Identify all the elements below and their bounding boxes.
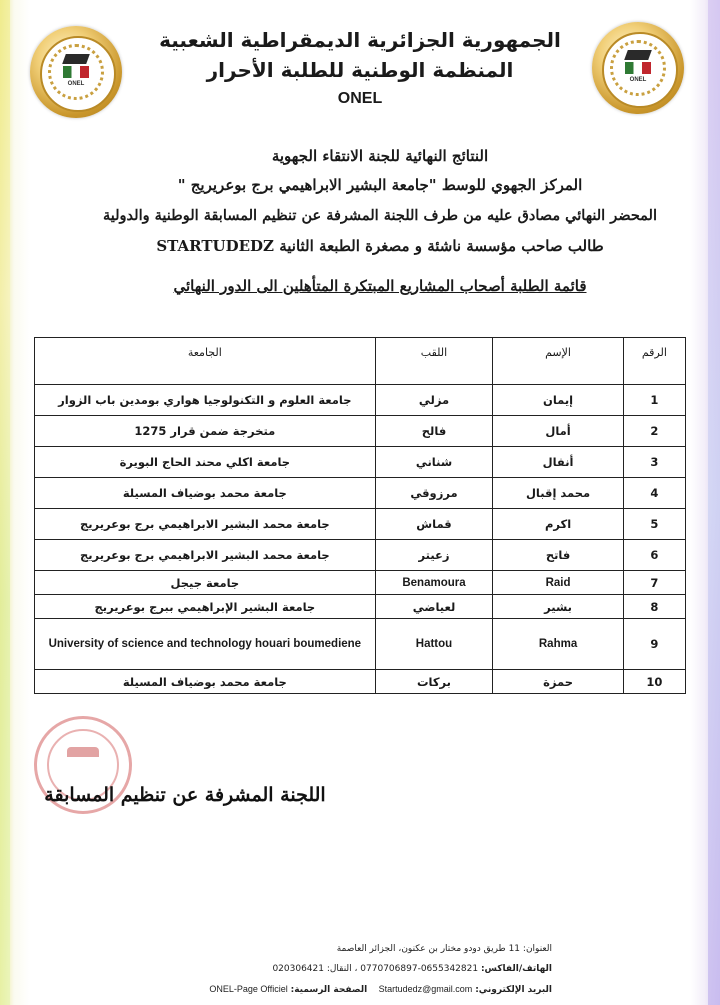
table-row (35, 540, 686, 571)
footer-phone (72, 964, 552, 974)
page-label: الصفحة الرسمية: (290, 985, 368, 995)
cell-surname: بركات (375, 670, 493, 694)
phone-value: 0655342821-0770706897 ، النقال: 020306421 (272, 964, 479, 974)
cell-number: 2 (623, 416, 685, 447)
cell-surname: Benamoura (375, 571, 493, 595)
cell-number: 3 (623, 447, 685, 478)
cell-number: 5 (623, 509, 685, 540)
cell-university: جامعة جيجل (35, 571, 376, 595)
header-university: الجامعة (35, 338, 376, 385)
cell-surname: زعيتر (375, 540, 493, 571)
official-page-link[interactable]: ONEL-Page Officiel (209, 984, 288, 994)
cell-university: متخرجة ضمن قرار 1275 (35, 416, 376, 447)
email-link[interactable]: Startudedz@gmail.com (378, 984, 473, 994)
cell-university: جامعة محمد البشير الابراهيمي برج بوعريريج (35, 540, 376, 571)
table-row (35, 619, 686, 670)
header-republic: الجمهورية الجزائرية الديمقراطية الشعبية (159, 28, 561, 52)
cell-number: 9 (623, 619, 685, 670)
phone-label: الهاتف/الفاكس: (480, 964, 552, 974)
cell-name: محمد إقبال (493, 478, 623, 509)
email-label: البريد الإلكتروني: (475, 985, 552, 995)
logo-text: ONEL (629, 77, 647, 83)
title-qualified-list: قائمة الطلبة أصحاب المشاريع المبتكرة المتأهلين الى الدور النهائي (173, 277, 587, 295)
header-surname: اللقب (375, 338, 493, 385)
table-row (35, 595, 686, 619)
title-regional-center: المركز الجهوي للوسط "جامعة البشير الابراهيمي برج بوعريريج " (177, 176, 583, 194)
title-competition: طالب صاحب مؤسسة ناشئة و مصغرة الطبعة الثانية STARTUDEDZ (156, 237, 604, 255)
table-row (35, 509, 686, 540)
cell-name: حمزة (493, 670, 623, 694)
cell-surname: قماش (375, 509, 493, 540)
address-label: العنوان: (522, 944, 552, 954)
cell-university: جامعة البشير الإبراهيمي ببرج بوعريريج (35, 595, 376, 619)
title-minutes: المحضر النهائي مصادق عليه من طرف اللجنة المشرفة عن تنظيم المسابقة الوطنية والدولية (102, 207, 658, 224)
cell-university: جامعة العلوم و التكنولوجيا هواري بومدين باب الزوار (35, 385, 376, 416)
address-value: 11 طريق دودو مختار بن عكنون، الجزائر العاصمة (336, 944, 521, 954)
committee-signature: اللجنة المشرفة عن تنظيم المسابقة (44, 784, 326, 806)
cell-university: جامعة محمد بوضياف المسيلة (35, 478, 376, 509)
cell-name: Rahma (493, 619, 623, 670)
table-row (35, 478, 686, 509)
cell-name: فاتح (493, 540, 623, 571)
cell-surname: فالح (375, 416, 493, 447)
cell-number: 6 (623, 540, 685, 571)
table-row (35, 447, 686, 478)
cell-name: أمال (493, 416, 623, 447)
cell-name: اكرم (493, 509, 623, 540)
onel-logo-left (30, 26, 122, 118)
cell-surname: لعياضي (375, 595, 493, 619)
cell-name: بشير (493, 595, 623, 619)
table-header-row (35, 338, 686, 385)
cell-university: جامعة اكلي محند الحاج البويرة (35, 447, 376, 478)
cell-university: جامعة محمد بوضياف المسيلة (35, 670, 376, 694)
table-row (35, 571, 686, 595)
cell-name: أنفال (493, 447, 623, 478)
page-edge-right (708, 0, 720, 1005)
table-row (35, 385, 686, 416)
table-row (35, 670, 686, 694)
cell-number: 4 (623, 478, 685, 509)
title-final-results: النتائج النهائية للجنة الانتقاء الجهوية (271, 147, 489, 165)
results-table (34, 337, 686, 694)
cell-name: إيمان (493, 385, 623, 416)
cell-surname: مزلي (375, 385, 493, 416)
cell-surname: شناني (375, 447, 493, 478)
onel-logo-right (592, 22, 684, 114)
cell-surname: Hattou (375, 619, 493, 670)
header-acronym: ONEL (337, 90, 383, 107)
cell-university: جامعة محمد البشير الابراهيمي برج بوعريريج (35, 509, 376, 540)
footer-contact (72, 984, 552, 995)
cell-number: 1 (623, 385, 685, 416)
header-organization: المنظمة الوطنية للطلبة الأحرار (206, 58, 514, 82)
cell-number: 7 (623, 571, 685, 595)
page-edge-left (0, 0, 10, 1005)
logo-text: ONEL (67, 81, 85, 87)
header-number: الرقم (623, 338, 685, 385)
table-row (35, 416, 686, 447)
cell-number: 8 (623, 595, 685, 619)
footer-address (72, 944, 552, 954)
cell-number: 10 (623, 670, 685, 694)
header-name: الإسم (493, 338, 623, 385)
cell-name: Raid (493, 571, 623, 595)
cell-surname: مرزوقي (375, 478, 493, 509)
cell-university: University of science and technology houari boumediene (35, 619, 376, 670)
